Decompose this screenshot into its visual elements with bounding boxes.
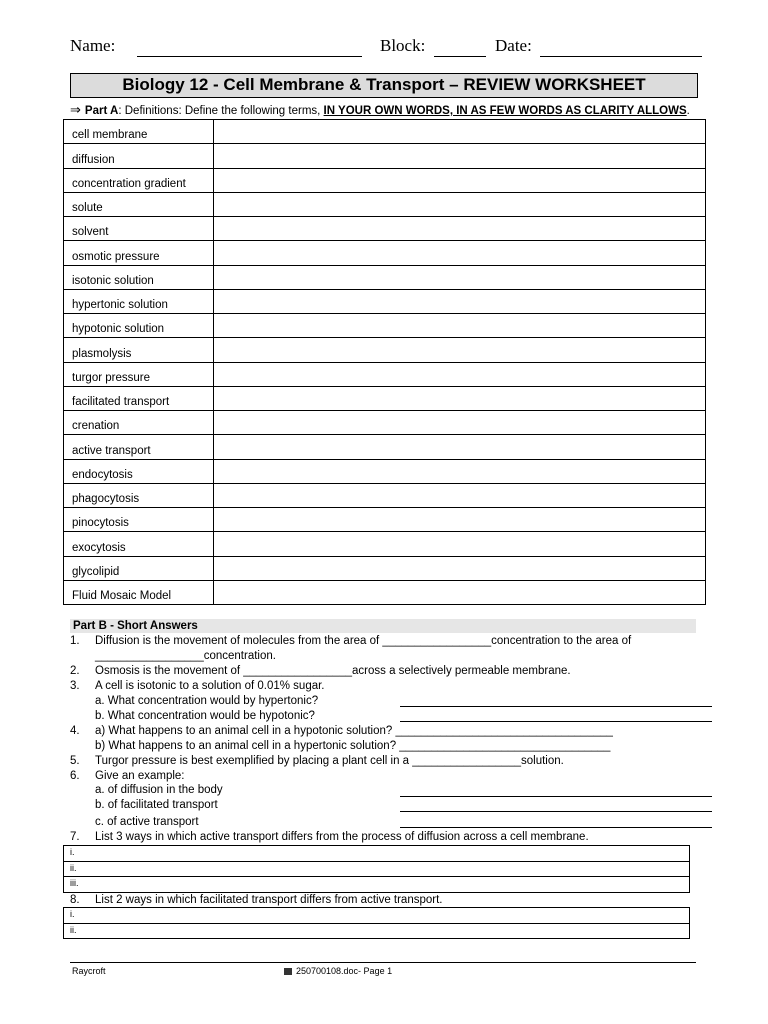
definition-row: [64, 483, 706, 507]
footer-divider: [70, 962, 696, 963]
term-cell: cell membrane: [64, 120, 214, 144]
answer-row: [64, 908, 690, 924]
definition-answer-cell[interactable]: [214, 580, 706, 604]
definition-row: [64, 532, 706, 556]
block-label: Block:: [380, 36, 426, 55]
term-cell: plasmolysis: [64, 338, 214, 362]
term-cell: concentration gradient: [64, 168, 214, 192]
answer-row: [64, 846, 690, 862]
definition-row: [64, 289, 706, 313]
question-6a: a. of diffusion in the body: [95, 784, 223, 796]
footer-doc-name: 250700108.doc- Page 1: [296, 966, 393, 976]
definition-answer-cell[interactable]: [214, 338, 706, 362]
definition-row: [64, 435, 706, 459]
worksheet-title: Biology 12 - Cell Membrane & Transport – REVIEW WORKSHEET: [70, 73, 698, 98]
answer-cell[interactable]: iii.: [64, 877, 690, 893]
term-cell: crenation: [64, 411, 214, 435]
term-cell: facilitated transport: [64, 386, 214, 410]
student-info-header: [70, 36, 710, 62]
term-cell: turgor pressure: [64, 362, 214, 386]
definition-answer-cell[interactable]: [214, 556, 706, 580]
question-5: 5. Turgor pressure is best exemplified by placing a plant cell in a _________________solution.: [70, 755, 564, 767]
term-cell: solvent: [64, 217, 214, 241]
definition-row: [64, 580, 706, 604]
definition-row: [64, 144, 706, 168]
footer-doc: [284, 966, 392, 976]
part-a-period: .: [686, 105, 690, 117]
term-cell: endocytosis: [64, 459, 214, 483]
part-a-emphasis: IN YOUR OWN WORDS, IN AS FEW WORDS AS CLARITY ALLOWS: [323, 105, 687, 117]
question-6c: c. of active transport: [95, 816, 199, 828]
definition-answer-cell[interactable]: [214, 265, 706, 289]
definitions-table: [63, 119, 706, 605]
document-icon: [284, 968, 292, 975]
definition-answer-cell[interactable]: [214, 314, 706, 338]
question-7-answer-table: [63, 845, 690, 893]
question-8: 8. List 2 ways in which facilitated transport differs from active transport.: [70, 894, 443, 906]
question-3a: a. What concentration would by hypertonic?: [95, 695, 319, 707]
definition-answer-cell[interactable]: [214, 411, 706, 435]
definition-row: [64, 508, 706, 532]
part-a-label: Part A: [84, 105, 119, 117]
answer-row: [64, 861, 690, 877]
answer-cell[interactable]: i.: [64, 908, 690, 924]
name-field-line[interactable]: [137, 56, 362, 57]
term-cell: exocytosis: [64, 532, 214, 556]
definition-answer-cell[interactable]: [214, 386, 706, 410]
definition-answer-cell[interactable]: [214, 192, 706, 216]
term-cell: active transport: [64, 435, 214, 459]
question-8-answer-table: [63, 907, 690, 939]
arrow-icon: ⇒: [70, 102, 81, 117]
term-cell: phagocytosis: [64, 483, 214, 507]
definition-answer-cell[interactable]: [214, 217, 706, 241]
definition-answer-cell[interactable]: [214, 241, 706, 265]
definition-answer-cell[interactable]: [214, 168, 706, 192]
answer-cell[interactable]: i.: [64, 846, 690, 862]
definition-row: [64, 192, 706, 216]
answer-line-3b[interactable]: [400, 721, 712, 722]
part-b-heading: Part B - Short Answers: [70, 619, 696, 633]
block-field-line[interactable]: [434, 56, 486, 57]
question-1: 1. Diffusion is the movement of molecules from the area of _________________concentration to the area of: [70, 635, 632, 647]
definition-answer-cell[interactable]: [214, 483, 706, 507]
question-6: 6. Give an example:: [70, 770, 185, 782]
date-label: Date:: [495, 36, 532, 55]
answer-cell[interactable]: ii.: [64, 861, 690, 877]
question-4: 4. a) What happens to an animal cell in a hypotonic solution? __________________________________: [70, 725, 613, 737]
name-label: Name:: [70, 36, 116, 55]
definition-answer-cell[interactable]: [214, 459, 706, 483]
question-6b: b. of facilitated transport: [95, 799, 218, 811]
definition-row: [64, 411, 706, 435]
definition-row: [64, 314, 706, 338]
definition-answer-cell[interactable]: [214, 144, 706, 168]
definition-row: [64, 120, 706, 144]
definition-answer-cell[interactable]: [214, 532, 706, 556]
term-cell: hypertonic solution: [64, 289, 214, 313]
definition-row: [64, 265, 706, 289]
term-cell: osmotic pressure: [64, 241, 214, 265]
answer-cell[interactable]: ii.: [64, 923, 690, 939]
definition-row: [64, 241, 706, 265]
answer-row: [64, 923, 690, 939]
answer-line-3a[interactable]: [400, 706, 712, 707]
definition-row: [64, 386, 706, 410]
definition-answer-cell[interactable]: [214, 435, 706, 459]
definition-answer-cell[interactable]: [214, 508, 706, 532]
answer-line-6b[interactable]: [400, 811, 712, 812]
definition-row: [64, 362, 706, 386]
answer-row: [64, 877, 690, 893]
definition-row: [64, 217, 706, 241]
answer-line-6c[interactable]: [400, 827, 712, 828]
term-cell: diffusion: [64, 144, 214, 168]
question-3b: b. What concentration would be hypotonic?: [95, 710, 315, 722]
answer-line-6a[interactable]: [400, 796, 712, 797]
question-4b: b) What happens to an animal cell in a hypertonic solution? _________________________________: [95, 740, 611, 752]
term-cell: hypotonic solution: [64, 314, 214, 338]
question-7: 7. List 3 ways in which active transport differs from the process of diffusion across a cell membrane.: [70, 831, 589, 843]
date-field-line[interactable]: [540, 56, 702, 57]
term-cell: Fluid Mosaic Model: [64, 580, 214, 604]
definition-answer-cell[interactable]: [214, 289, 706, 313]
footer-author: Raycroft: [72, 966, 106, 976]
question-3: 3. A cell is isotonic to a solution of 0.01% sugar.: [70, 680, 325, 692]
part-a-instructions: [70, 102, 710, 118]
question-2: 2. Osmosis is the movement of _________________across a selectively permeable membrane.: [70, 665, 571, 677]
definition-answer-cell[interactable]: [214, 362, 706, 386]
term-cell: isotonic solution: [64, 265, 214, 289]
definition-row: [64, 459, 706, 483]
part-a-text: : Definitions: Define the following terms,: [118, 105, 324, 117]
question-1-cont: _________________concentration.: [95, 650, 276, 662]
definition-row: [64, 338, 706, 362]
term-cell: solute: [64, 192, 214, 216]
definition-answer-cell[interactable]: [214, 120, 706, 144]
term-cell: pinocytosis: [64, 508, 214, 532]
term-cell: glycolipid: [64, 556, 214, 580]
definition-row: [64, 556, 706, 580]
definition-row: [64, 168, 706, 192]
